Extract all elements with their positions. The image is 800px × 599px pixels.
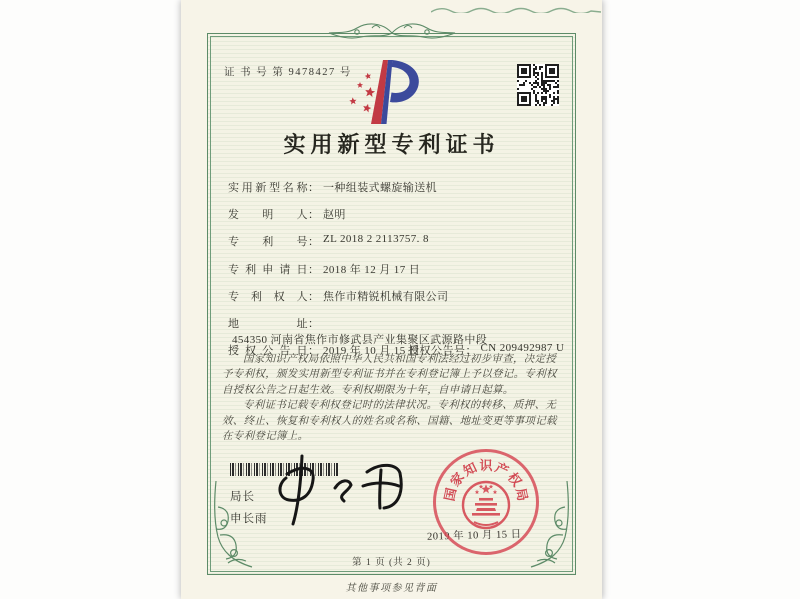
top-center-flourish: [327, 20, 457, 46]
field-colon: ：: [308, 291, 319, 303]
field-value: 2019 年 10 月 15 日: [323, 345, 421, 357]
field-label: 发明人: [228, 209, 308, 221]
commissioner-name: 申长雨: [230, 513, 268, 525]
page-indicator: 第 1 页 (共 2 页): [352, 558, 431, 568]
field-row-filing-date: [228, 261, 568, 277]
commissioner-title: 局长: [230, 491, 255, 503]
back-note: 其他事项参见背面: [345, 583, 438, 594]
field-label: 授权公告号: [408, 345, 466, 357]
qr-code: [517, 64, 559, 106]
field-colon: ：: [465, 345, 477, 357]
legal-paragraph-1: 国家知识产权局依照中华人民共和国专利法经过初步审查，决定授予专利权，颁发实用新型专利证书并在专利登记簿上予以登记。专利权自授权公告之日起生效。专利权期限为十年，自申请日起算。: [222, 354, 557, 396]
legal-text: [222, 352, 564, 444]
certificate-page: [181, 0, 602, 599]
field-row-address: [228, 315, 568, 346]
field-colon: ：: [308, 236, 319, 248]
field-label: 地址: [228, 318, 308, 330]
field-value: 2018 年 12 月 17 日: [323, 264, 421, 276]
certificate-number: 证 书 号 第 9478427 号: [224, 67, 352, 78]
seal-date: 2019 年 10 月 15 日: [426, 529, 522, 543]
official-seal: [433, 449, 539, 555]
field-colon: ：: [308, 345, 319, 357]
signature-handwriting: [265, 448, 425, 536]
field-label: 实用新型名称: [228, 182, 308, 194]
field-row-patent-number: [228, 233, 568, 249]
legal-paragraph-2: 专利证书记载专利权登记时的法律状况。专利权的转移、质押、无效、终止、恢复和专利权人的姓名或名称、国籍、地址变更等事项记载在专利登记簿上。: [222, 400, 557, 443]
field-label: 专利号: [228, 236, 308, 248]
cnipa-patent-logo: [339, 54, 425, 132]
seal-char: 知: [460, 459, 480, 479]
field-colon: ：: [308, 264, 319, 276]
field-row-patentee: [228, 288, 568, 304]
seal-char: 权: [504, 469, 525, 490]
seal-char: 家: [447, 469, 468, 490]
certificate-title: 实用新型专利证书: [283, 132, 500, 157]
field-row-name: [228, 179, 568, 195]
field-colon: ：: [308, 182, 319, 194]
seal-char: 产: [492, 459, 512, 479]
field-value: 454350 河南省焦作市修武县产业集聚区武源路中段: [232, 334, 488, 346]
field-value: ZL 2018 2 2113757. 8: [323, 233, 429, 245]
seal-char: 国: [441, 486, 459, 503]
field-value: 一种组装式螺旋输送机: [323, 182, 437, 194]
field-label: 专利权人: [228, 291, 308, 303]
field-colon: ：: [308, 209, 319, 221]
field-value: CN 209492987 U: [480, 342, 565, 354]
national-emblem-icon: [458, 477, 514, 538]
field-row-inventor: [228, 206, 568, 222]
field-label: 授权公告日: [228, 345, 308, 357]
field-colon: ：: [308, 318, 319, 330]
field-value: 赵明: [323, 209, 346, 221]
top-edge-lace-ornament: [431, 0, 601, 7]
field-label: 专利申请日: [228, 264, 308, 276]
field-value: 焦作市精锐机械有限公司: [323, 291, 449, 303]
seal-char: 局: [513, 486, 531, 503]
seal-char: 识: [479, 458, 493, 473]
